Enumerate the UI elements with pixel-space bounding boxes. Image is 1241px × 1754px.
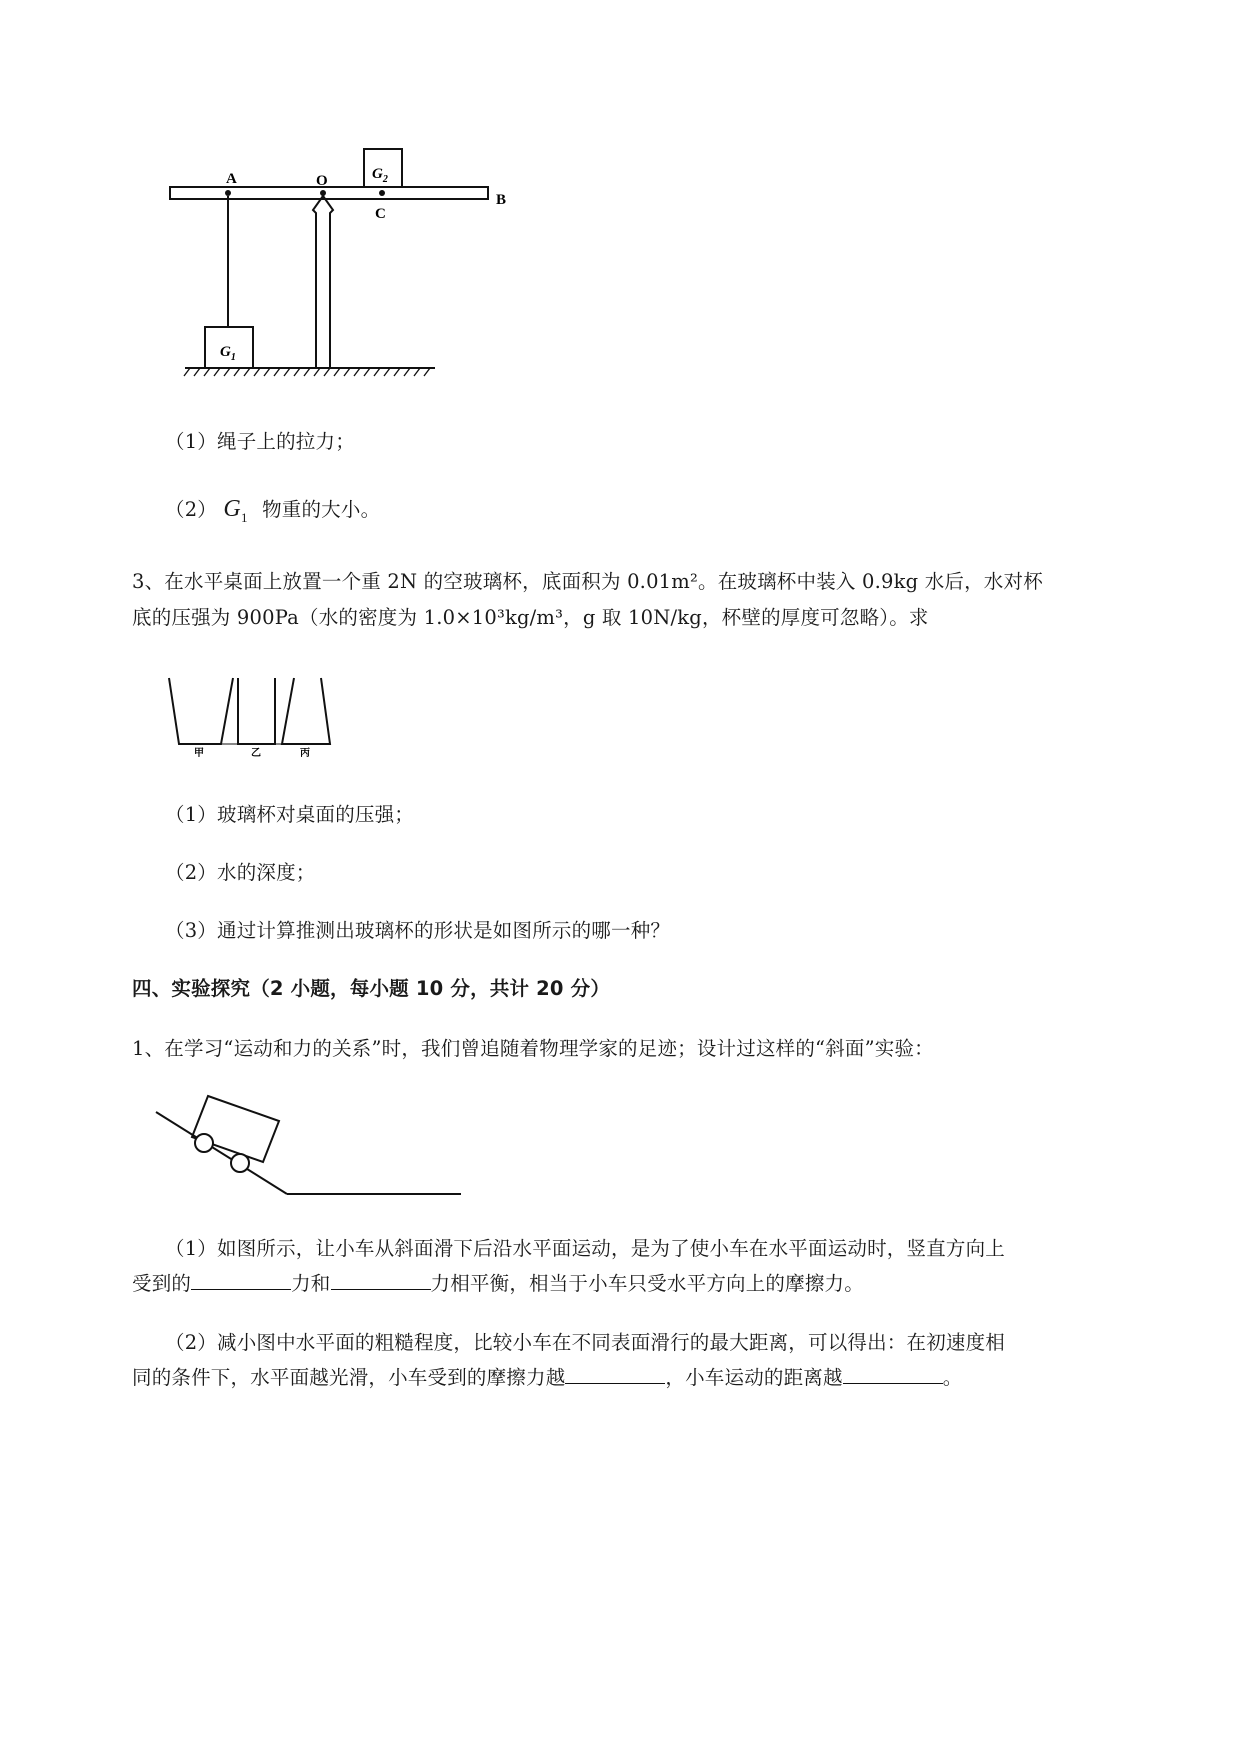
label-o: O bbox=[316, 173, 328, 189]
cup-label-yi: 乙 bbox=[251, 748, 261, 759]
q2-sub1: （1）绳子上的拉力； bbox=[165, 430, 355, 453]
cup-yi bbox=[238, 678, 275, 744]
q2-sub2-symbol: $G_1$ bbox=[223, 496, 248, 525]
point-c bbox=[379, 190, 385, 196]
ground-hatching bbox=[184, 368, 430, 376]
exp1-sub2-text-c: 。 bbox=[942, 1366, 963, 1389]
cup-bing bbox=[282, 678, 330, 744]
cart-wheel-rear bbox=[231, 1154, 249, 1172]
exp1-sub1-text-a: 受到的 bbox=[132, 1272, 192, 1295]
exp1-sub2-line2 bbox=[132, 1362, 962, 1390]
q3-sub2: （2）水的深度； bbox=[165, 861, 316, 884]
point-o bbox=[320, 190, 326, 196]
answer-blank-2[interactable] bbox=[331, 1271, 431, 1290]
exp1-sub1-line2 bbox=[132, 1268, 864, 1296]
exp1-sub1-line1: （1）如图所示，让小车从斜面滑下后沿水平面运动，是为了使小车在水平面运动时，竖直方向上 bbox=[165, 1237, 1006, 1260]
q2-sub2 bbox=[165, 494, 380, 526]
cups-diagram bbox=[163, 674, 363, 764]
answer-blank-1[interactable] bbox=[191, 1271, 291, 1290]
lever-diagram bbox=[160, 140, 560, 390]
incline-diagram bbox=[150, 1080, 470, 1200]
label-g2: $G_2$ bbox=[372, 166, 388, 185]
q3-sub3: （3）通过计算推测出玻璃杯的形状是如图所示的哪一种？ bbox=[165, 919, 671, 942]
answer-blank-4[interactable] bbox=[843, 1365, 943, 1384]
label-b: B bbox=[496, 192, 507, 208]
exp1-sub2-text-b: ，小车运动的距离越 bbox=[665, 1366, 843, 1389]
exp1-sub1-text-c: 力相平衡，相当于小车只受水平方向上的摩擦力。 bbox=[430, 1272, 864, 1295]
fulcrum-post bbox=[313, 196, 333, 368]
cup-label-jia: 甲 bbox=[194, 748, 204, 759]
answer-blank-3[interactable] bbox=[565, 1365, 665, 1384]
label-c: C bbox=[375, 206, 386, 222]
section-heading: 四、实验探究（2 小题，每小题 10 分，共计 20 分） bbox=[132, 977, 611, 1000]
q3-line2: 底的压强为 900Pa（水的密度为 1.0×10³kg/m³，g 取 10N/kg，杯壁的厚度可忽略）。求 bbox=[132, 606, 929, 629]
exp1-sub2-line1: （2）减小图中水平面的粗糙程度，比较小车在不同表面滑行的最大距离，可以得出：在初速度相 bbox=[165, 1331, 1006, 1354]
lever-beam bbox=[170, 187, 488, 199]
cart-wheel-front bbox=[195, 1134, 213, 1152]
exp1-sub1-text-b: 力和 bbox=[291, 1272, 331, 1295]
label-a: A bbox=[226, 171, 237, 187]
q2-sub2-suffix: 物重的大小。 bbox=[262, 498, 381, 521]
q2-sub2-prefix: （2） bbox=[165, 498, 218, 521]
exp1-sub2-text-a: 同的条件下，水平面越光滑，小车受到的摩擦力越 bbox=[132, 1366, 566, 1389]
q3-line1: 3、在水平桌面上放置一个重 2N 的空玻璃杯，底面积为 0.01m²。在玻璃杯中装入 0.9kg 水后，水对杯 bbox=[132, 570, 1043, 593]
point-a bbox=[225, 190, 231, 196]
q3-sub1: （1）玻璃杯对桌面的压强； bbox=[165, 803, 415, 826]
cup-label-bing: 丙 bbox=[300, 748, 310, 759]
label-g1: $G_1$ bbox=[220, 344, 236, 363]
cup-jia bbox=[169, 678, 233, 744]
exp1-intro: 1、在学习“运动和力的关系”时，我们曾追随着物理学家的足迹；设计过这样的“斜面”实验： bbox=[132, 1037, 934, 1060]
